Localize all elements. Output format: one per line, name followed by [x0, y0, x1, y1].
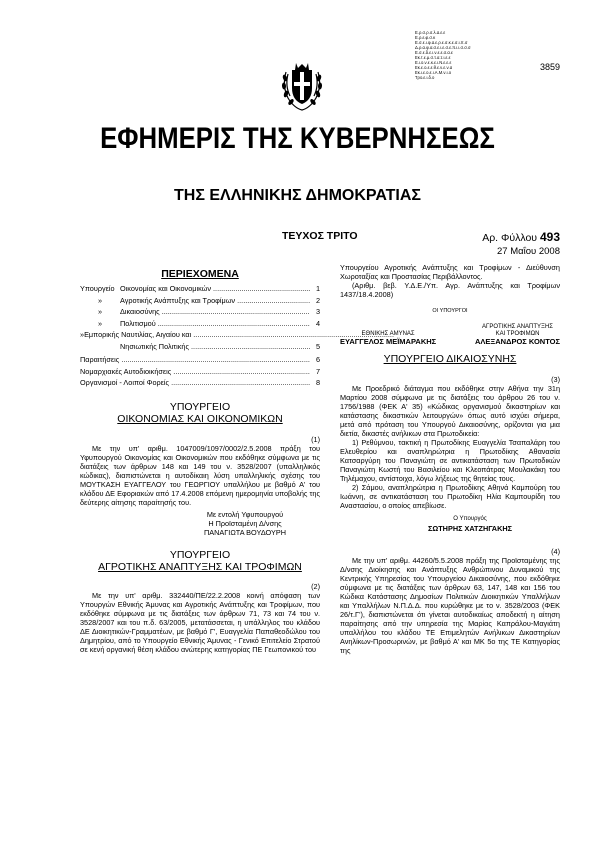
greek-emblem-icon	[280, 58, 324, 112]
issue-date: 27 Μαΐου 2008	[497, 246, 560, 257]
section-ministry-name: ΑΓΡΟΤΙΚΗΣ ΑΝΑΠΤΥΞΗΣ ΚΑΙ ΤΡΟΦΙΜΩΝ	[98, 560, 302, 573]
toc-row[interactable]: » Δικαιοσύνης ..... 3	[80, 306, 320, 318]
signature-name: ΠΑΝΑΓΙΩΤΑ ΒΟΥΔΟΥΡΗ	[204, 527, 286, 537]
ministers-label: ΟΙ ΥΠΟΥΡΓΟΙ	[432, 308, 468, 314]
decision-number: (2)	[311, 581, 320, 591]
section-ministry-name: ΟΙΚΟΝΟΜΙΑΣ ΚΑΙ ΟΙΚΟΝΟΜΙΚΩΝ	[117, 412, 283, 425]
toc-row[interactable]: Οργανισμοί - Λοιποί Φορείς ..... 8	[80, 377, 320, 389]
decision-number: (4)	[551, 547, 560, 556]
toc-list	[80, 283, 320, 389]
stamp-line: Ε.ρ.σ.ρ.σ.λ.α.ε.ε	[415, 30, 446, 35]
stamp-line: Ε.σ.ε.ι.φ.α.ε.ρ.ε.σ.κ.ε.σ.ι.π.σ	[415, 40, 468, 45]
stamp-line: Εκ.ι.ε.ο.ε.ι.Α.Μ.ν.ι.ο	[415, 70, 452, 75]
decision-body: Με την υπ' αριθμ. 1047009/1097/0002/2.5.2008 πράξη του Υφυπουργού Οικονομίας και Οικονομικών που εκδόθηκε σύμφωνα με τις διατάξεις των άρθρων 148 και 149 του ν. 3528/2007 (υπαλληλικός κώδικας), διαπιστώνεται η αυτοδίκαιη λύση υπαλληλικής σχέσης του ΜΟΥΤΚΑΣΗ ΕΥΑΓΓΕΛΟΥ του ΓΕΩΡΓΙΟΥ υπαλλήλου με βαθμό Α' του κλάδου ΔΕ Εφοριακών από 17.4.2008 επόμενη ημερομηνία υποβολής της δεύτερης αίτησης παραίτησής του.	[80, 443, 320, 507]
issue-series: ΤΕΥΧΟΣ ΤΡΙΤΟ	[282, 230, 358, 242]
toc-row[interactable]: Παραιτήσεις ..... 6	[80, 354, 320, 366]
signature-name: ΣΩΤΗΡΗΣ ΧΑΤΖΗΓΑΚΗΣ	[428, 524, 512, 533]
decision-number: (3)	[551, 375, 560, 384]
toc-row[interactable]: Νομαρχιακές Αυτοδιοικήσεις ..... 7	[80, 366, 320, 378]
minister-signatures	[340, 324, 560, 345]
right-column	[340, 263, 560, 655]
section-ministry-label: ΥΠΟΥΡΓΕΙΟ	[169, 400, 231, 413]
stamp-line: Δ.ρ.α.φ.α.σ.ε.ι.ε.σ.ε.π.ι.ι.σ.σ.σ	[415, 45, 471, 50]
stamp-line: Εκ.ε.ο.ε.ε.θ.ε.ν.ε.ν.α	[415, 65, 453, 70]
stamp-line: Ε.σ.ε.δ.ε.ι.ν.ε.ε.σ.α.ε	[415, 50, 453, 55]
page-number: 3859	[540, 62, 561, 72]
decision-body: Με την υπ' αριθμ. 44260/5.5.2008 πράξη της Προϊσταμένης της Δ/νσης Διοίκησης και Ανάπτυξης Ανθρώπινου Δυναμικού της Κεντρικής Υπηρεσίας του Υπουργείου Δικαιοσύνης, που εκδόθηκε σύμφωνα με τις διατάξεις των άρθρων 63, 147, 148 και 156 του Κώδικα Κατάστασης Δημοσίων Πολιτικών Διοικητικών Υπαλλήλων και Υπαλλήλων Ν.Π.Δ.Δ. που κυρώθηκε με το ν. 3528/2003 (ΦΕΚ 26/τ.Γ'), διαπιστώνεται ότι γίνεται αυτοδικαίως αποδεκτή η αίτηση παραίτησης από την υπηρεσία της Μαρίας Καπράλου-Μαγιάτη υπαλλήλου του κλάδου ΤΕ Επιμελητών Ανήλικων Δικαστηρίων Ανηλίκων-Προσωρινών, με βαθμό Α' και ΜΚ 5ο της ΤΕ Κατηγορίας της	[340, 556, 560, 655]
toc-heading: ΠΕΡΙΕΧΟΜΕΝΑ	[161, 268, 239, 280]
toc-row[interactable]: » Αγροτικής Ανάπτυξης και Τροφίμων ..... 2	[80, 295, 320, 307]
toc-row[interactable]: » Εμπορικής Ναυτιλίας, Αιγαίου και .....	[80, 329, 320, 341]
publication-stamp	[415, 30, 485, 80]
signature-line: Η Προϊσταμένη Δ/νσης	[208, 518, 282, 528]
signature-line: Με εντολή Υφυπουργού	[206, 509, 284, 519]
toc-row[interactable]: Νησιωτικής Πολιτικής ..... 5	[80, 341, 320, 353]
signature-title: Ο Υπουργός	[453, 516, 487, 522]
toc-row[interactable]: Υπουργείο Οικονομίας και Οικονομικών ..... 1	[80, 283, 320, 295]
gazette-title: ΕΦΗΜΕΡΙΣ ΤΗΣ ΚΥΒΕΡΝΗΣΕΩΣ	[100, 122, 495, 155]
stamp-line: Ε.ρ.ε.φ.σ.κ	[415, 35, 436, 40]
decision-body: 2) Σάμου, αναπληρώτρια η Πρωτοδίκης Αθηνά Καμπούρη του Ιωάννη, σε αντικατάσταση του Πρωτοδίκη Ηλία Καμπουρίδη του Αναστασίου, ο οποίος απεβίωσε.	[340, 483, 560, 510]
issue-number: Αρ. Φύλλου 493	[482, 230, 560, 244]
toc-row[interactable]: » Πολιτισμού ..... 4	[80, 318, 320, 330]
minister-signature: ΑΓΡΟΤΙΚΗΣ ΑΝΑΠΤΥΞΗΣ ΚΑΙ ΤΡΟΦΙΜΩΝ ΑΛΕΞΑΝΔΡΟΣ ΚΟΝΤΟΣ	[475, 324, 560, 346]
section-ministry-label: ΥΠΟΥΡΓΕΙΟ	[169, 548, 231, 561]
left-column	[80, 268, 320, 654]
decision-body: Με την υπ' αριθμ. 332440/ΠΕ/22.2.2008 κοινή απόφαση των Υπουργών Εθνικής Άμυνας και Αγροτικής Ανάπτυξης και Τροφίμων, που εκδόθηκε σύμφωνα με τις διατάξεις των άρθρων 71, 73 και 74 του ν. 3528/2007 και του π.δ. 63/2005, μετατάσσεται, η υπάλληλος του κλάδου ΔΕ Διοικητικών-Γραμματέων, με βαθμό Γ', Ευαγγελία Παπαθεοδώλου του Δημητρίου, από το Υπουργείο Εθνικής Άμυνας - Γενικό Επιτελείο Στρατού σε κενή οργανική θέση κλάδου ανώτερης κατηγορίας ΠΕ Γεωπονικού του	[80, 590, 320, 654]
stamp-line: Ε.ι.ο.ν.ε.κ.ε.ι.Ν.ε.ε.ε	[415, 60, 452, 65]
gazette-subtitle: ΤΗΣ ΕΛΛΗΝΙΚΗΣ ΔΗΜΟΚΡΑΤΙΑΣ	[174, 187, 421, 204]
decision-body-continued: Υπουργείου Αγροτικής Ανάπτυξης και Τροφίμων - Διεύθυνση Χωροταξίας και Προστασίας Περιβάλλοντος.	[340, 263, 560, 281]
section-ministry-name: ΥΠΟΥΡΓΕΙΟ ΔΙΚΑΙΟΣΥΝΗΣ	[383, 353, 517, 365]
decision-number: (1)	[311, 434, 320, 444]
decision-body: 1) Ρεθύμνου, τακτική η Πρωτοδίκης Ευαγγελία Τσαπαλάρη του Ελευθερίου και αναπληρώτρια η Πρωτοδίκης Αθανασία Κατσαργύρη του Παναγιώτη σε αντικατάσταση των Πρωτοδικών Παναγιώτη Κωστή του Βασιλείου και Κλεοπάτρας Μουλακάκη του Τηλέμαχου, αντίστοιχα, λόγω λήξεως της θητείας τους.	[340, 438, 560, 483]
stamp-line: Εκ.τ.ε.μ.σ.τ.α.τ.ι.ε.ε	[415, 55, 451, 60]
decision-reference: (Αριθμ. βεβ. Υ.Δ.Ε./Υπ. Αγρ. Ανάπτυξης και Τροφίμων 1437/18.4.2008)	[340, 281, 560, 299]
decision-body: Με Προεδρικό διάταγμα που εκδόθηκε στην Αθήνα την 31η Μαρτίου 2008 σύμφωνα με τις διατάξεις του άρθρου 26 του ν. 1756/1988 (ΦΕΚ Α' 35) «Κώδικας οργανισμού δικαστηρίων και κατάστασης δικαστικών λειτουργών» όπως αυτό ισχύει σήμερα, μετά από πρόταση του Υπουργού Δικαιοσύνης, ορίζονται για μια διετία, δικαστές ανήλικων στα Πρωτοδικεία:	[340, 384, 560, 438]
minister-signature: ΕΘΝΙΚΗΣ ΑΜΥΝΑΣ ΕΥΑΓΓΕΛΟΣ ΜΕΪΜΑΡΑΚΗΣ	[340, 331, 437, 346]
stamp-line: Τρο.ε.ι.δ.ο	[415, 75, 435, 80]
